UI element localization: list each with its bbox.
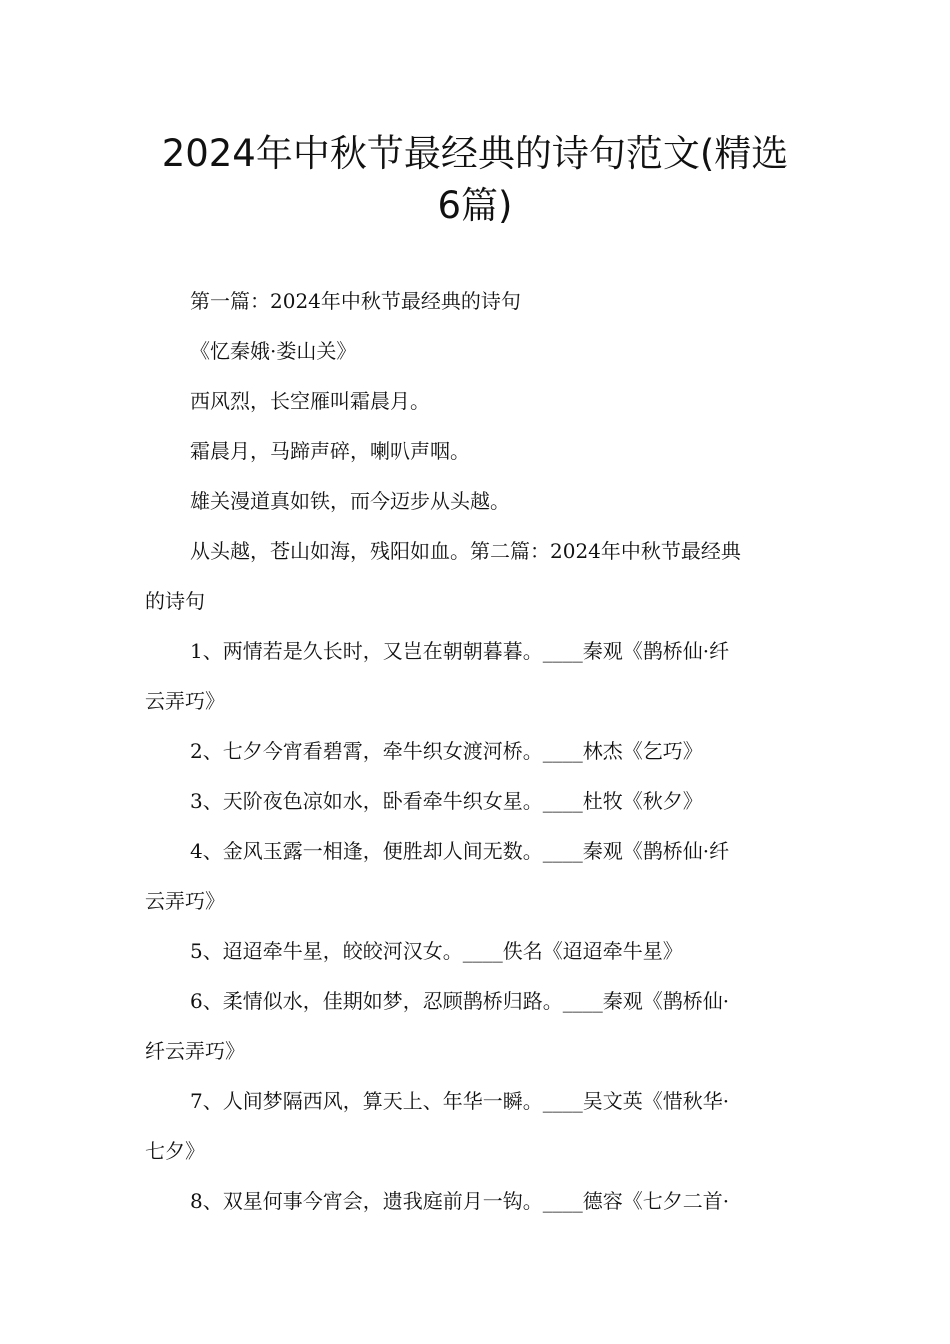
poem-line: 西风烈，长空雁叫霜晨月。 xyxy=(190,389,430,413)
list-item: 1、两情若是久长时，又岂在朝朝暮暮。____秦观《鹊桥仙·纤 xyxy=(190,639,730,663)
section-heading-1: 第一篇：2024年中秋节最经典的诗句 xyxy=(190,289,521,313)
list-item-continuation: 纤云弄巧》 xyxy=(145,1039,245,1063)
poem-line: 霜晨月，马蹄声碎，喇叭声咽。 xyxy=(190,439,470,463)
list-item-continuation: 云弄巧》 xyxy=(145,689,225,713)
document-title-line-1: 2024年中秋节最经典的诗句范文(精选 xyxy=(161,132,789,175)
paragraph-line: 从头越，苍山如海，残阳如血。第二篇：2024年中秋节最经典 xyxy=(190,539,741,563)
list-item: 8、双星何事今宵会，遗我庭前月一钩。____德容《七夕二首· xyxy=(190,1189,730,1213)
list-item-continuation: 七夕》 xyxy=(145,1139,205,1163)
list-item: 7、人间梦隔西风，算天上、年华一瞬。____吴文英《惜秋华· xyxy=(190,1089,730,1113)
document-title-line-2: 6篇) xyxy=(437,184,513,227)
list-item: 3、天阶夜色凉如水，卧看牵牛织女星。____杜牧《秋夕》 xyxy=(190,789,703,813)
list-item: 6、柔情似水，佳期如梦，忍顾鹊桥归路。____秦观《鹊桥仙· xyxy=(190,989,730,1013)
list-item: 2、七夕今宵看碧霄，牵牛织女渡河桥。____林杰《乞巧》 xyxy=(190,739,703,763)
poem-title: 《忆秦娥·娄山关》 xyxy=(190,339,357,363)
list-item: 4、金风玉露一相逢，便胜却人间无数。____秦观《鹊桥仙·纤 xyxy=(190,839,730,863)
paragraph-line: 的诗句 xyxy=(145,589,205,613)
list-item: 5、迢迢牵牛星，皎皎河汉女。____佚名《迢迢牵牛星》 xyxy=(190,939,683,963)
list-item-continuation: 云弄巧》 xyxy=(145,889,225,913)
poem-line: 雄关漫道真如铁，而今迈步从头越。 xyxy=(190,489,510,513)
